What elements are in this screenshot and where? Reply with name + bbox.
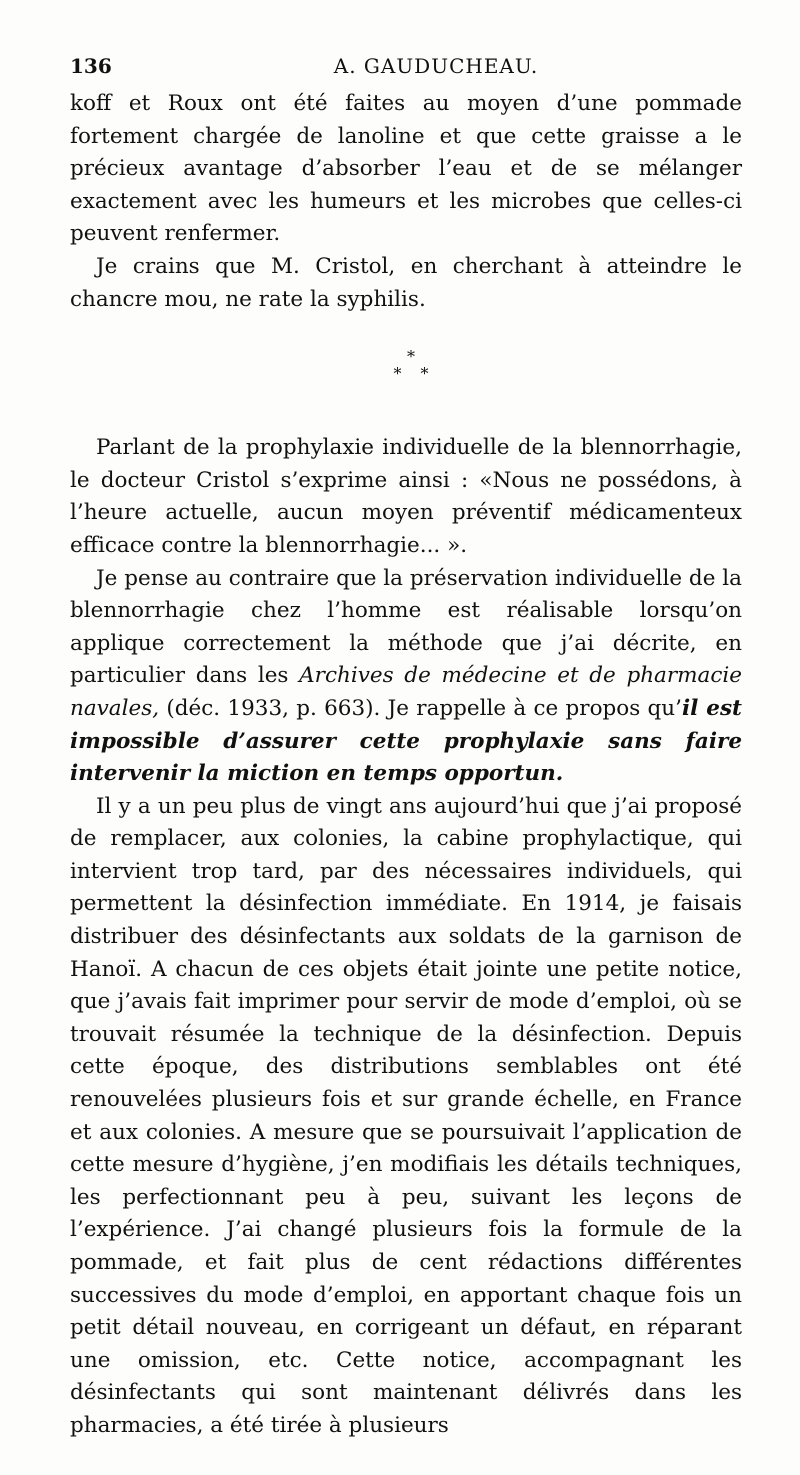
paragraph-history: Il y a un peu plus de vingt ans aujourd’hui que j’ai proposé de remplacer, aux colonies, la cabine prophylactique, qui intervient trop tard, par des nécessaires individuels, qui permettent la désinfection immédiate. En 1914, je faisais distribuer des désinfectants aux soldats de la garnison de Hanoï. A chacun de ces objets était jointe une petite notice, que j’avais fait imprimer pour servir de mode d’emploi, où se trouvait résumée la technique de la désinfection. Depuis cette époque, des distributions semblables ont été renouvelées plusieurs fois et sur grande échelle, en France et aux colonies. A mesure que se poursuivait l’application de cette mesure d’hygiène, j’en modifiais les détails techniques, les perfectionnant peu à peu, suivant les leçons de l’expérience. J’ai changé plusieurs fois la formule de la pommade, et fait plus de cent rédactions différentes successives du mode d’emploi, en apportant chaque fois un petit détail nouveau, en corrigeant un défaut, en réparant une omission, etc. Cette notice, accompagnant les désinfectants qui sont maintenant délivrés dans les pharmacies, a été tirée à plusieurs xyxy=(70,793,742,1438)
asterisk-bottom: * * xyxy=(393,364,429,384)
body-text xyxy=(70,88,742,1443)
running-head: A. GAUDUCHEAU. xyxy=(333,54,539,78)
paragraph-preservation-text-a: Je pense au contraire que la préservation individuelle de la blennorrhagie chez l’homme est réalisable lorsqu’on applique correctement la méthode que j’ai décrite, en particulier dans les xyxy=(70,565,742,689)
paragraph-continuation: koff et Roux ont été faites au moyen d’une pommade fortement chargée de lanoline et que cette graisse a le précieux avantage d’absorber l’eau et de se mélanger exactement avec les humeurs et les microbes que celles-ci peuvent renfermer. xyxy=(70,91,742,247)
emphasis-italic: il est impossible d’assurer cette prophylaxie sans faire intervenir la miction en temps opportun. xyxy=(70,695,742,787)
asterisk-top: * xyxy=(407,347,415,367)
paragraph-syphilis: Je crains que M. Cristol, en cherchant à atteindre le chancre mou, ne rate la syphilis. xyxy=(70,253,742,312)
paragraph-prophylaxie: Parlant de la prophylaxie individuelle de la blennorrhagie, le docteur Cristol s’exprime ainsi : «Nous ne possédons, à l’heure actuelle, aucun moyen préventif médicamenteux efficace contre la blennorrhagie... ». xyxy=(70,435,742,558)
journal-title-italic: Archives de médecine et de pharmacie navales, xyxy=(70,663,742,721)
section-divider-asterisks xyxy=(70,348,742,382)
paragraph-preservation xyxy=(70,563,742,791)
page-number: 136 xyxy=(70,54,112,78)
page-header xyxy=(70,51,742,81)
paragraph-preservation-text-b: (déc. 1933, p. 663). Je rappelle à ce propos qu’ xyxy=(166,695,682,721)
